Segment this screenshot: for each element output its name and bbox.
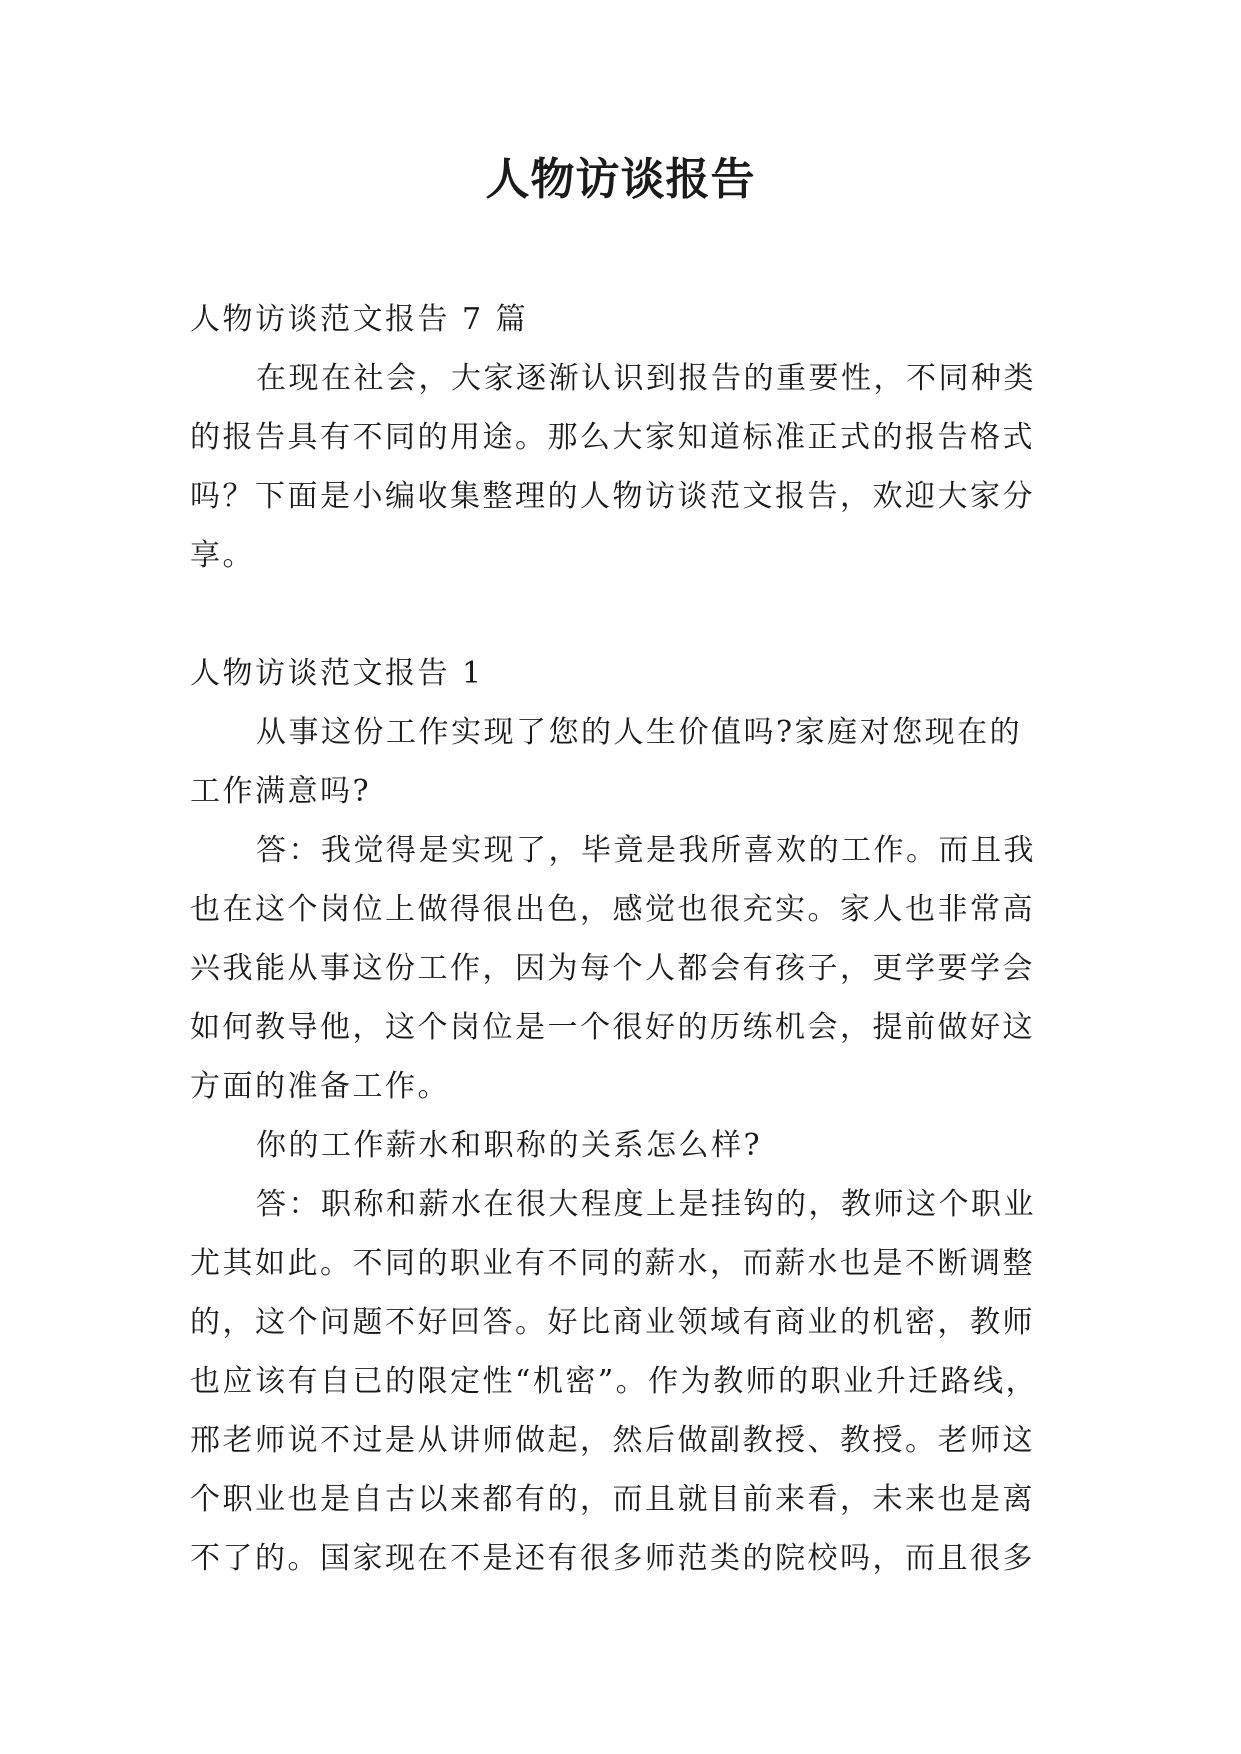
paragraph-spacer [190,585,1052,644]
document-body [190,290,1052,1588]
intro-paragraph: 在现在社会，大家逐渐认识到报告的重要性，不同种类的报告具有不同的用途。那么大家知道标准正式的报告格式吗？下面是小编收集整理的人物访谈范文报告，欢迎大家分享。 [190,361,1036,573]
document-title: 人物访谈报告 [485,154,756,205]
question-paragraph: 从事这份工作实现了您的人生价值吗?家庭对您现在的工作满意吗? [190,715,1023,809]
answer-paragraph: 答：我觉得是实现了，毕竟是我所喜欢的工作。而且我也在这个岗位上做得很出色，感觉也很充实。家人也非常高兴我能从事这份工作，因为每个人都会有孩子，更学要学会如何教导他，这个岗位是一个很好的历练机会，提前做好这方面的准备工作。 [190,833,1036,1104]
document-subtitle: 人物访谈范文报告 7 篇 [190,302,529,337]
answer-paragraph: 答：职称和薪水在很大程度上是挂钩的，教师这个职业尤其如此。不同的职业有不同的薪水，而薪水也是不断调整的，这个问题不好回答。好比商业领域有商业的机密，教师也应该有自已的限定性“机密”。作为教师的职业升迁路线，邢老师说不过是从讲师做起，然后做副教授、教授。老师这个职业也是自古以来都有的，而且就目前来看，未来也是离不了的。国家现在不是还有很多师范类的院校吗，而且很多 [190,1187,1039,1576]
section-heading: 人物访谈范文报告 1 [190,656,484,691]
question-paragraph: 你的工作薪水和职称的关系怎么样? [256,1128,763,1163]
